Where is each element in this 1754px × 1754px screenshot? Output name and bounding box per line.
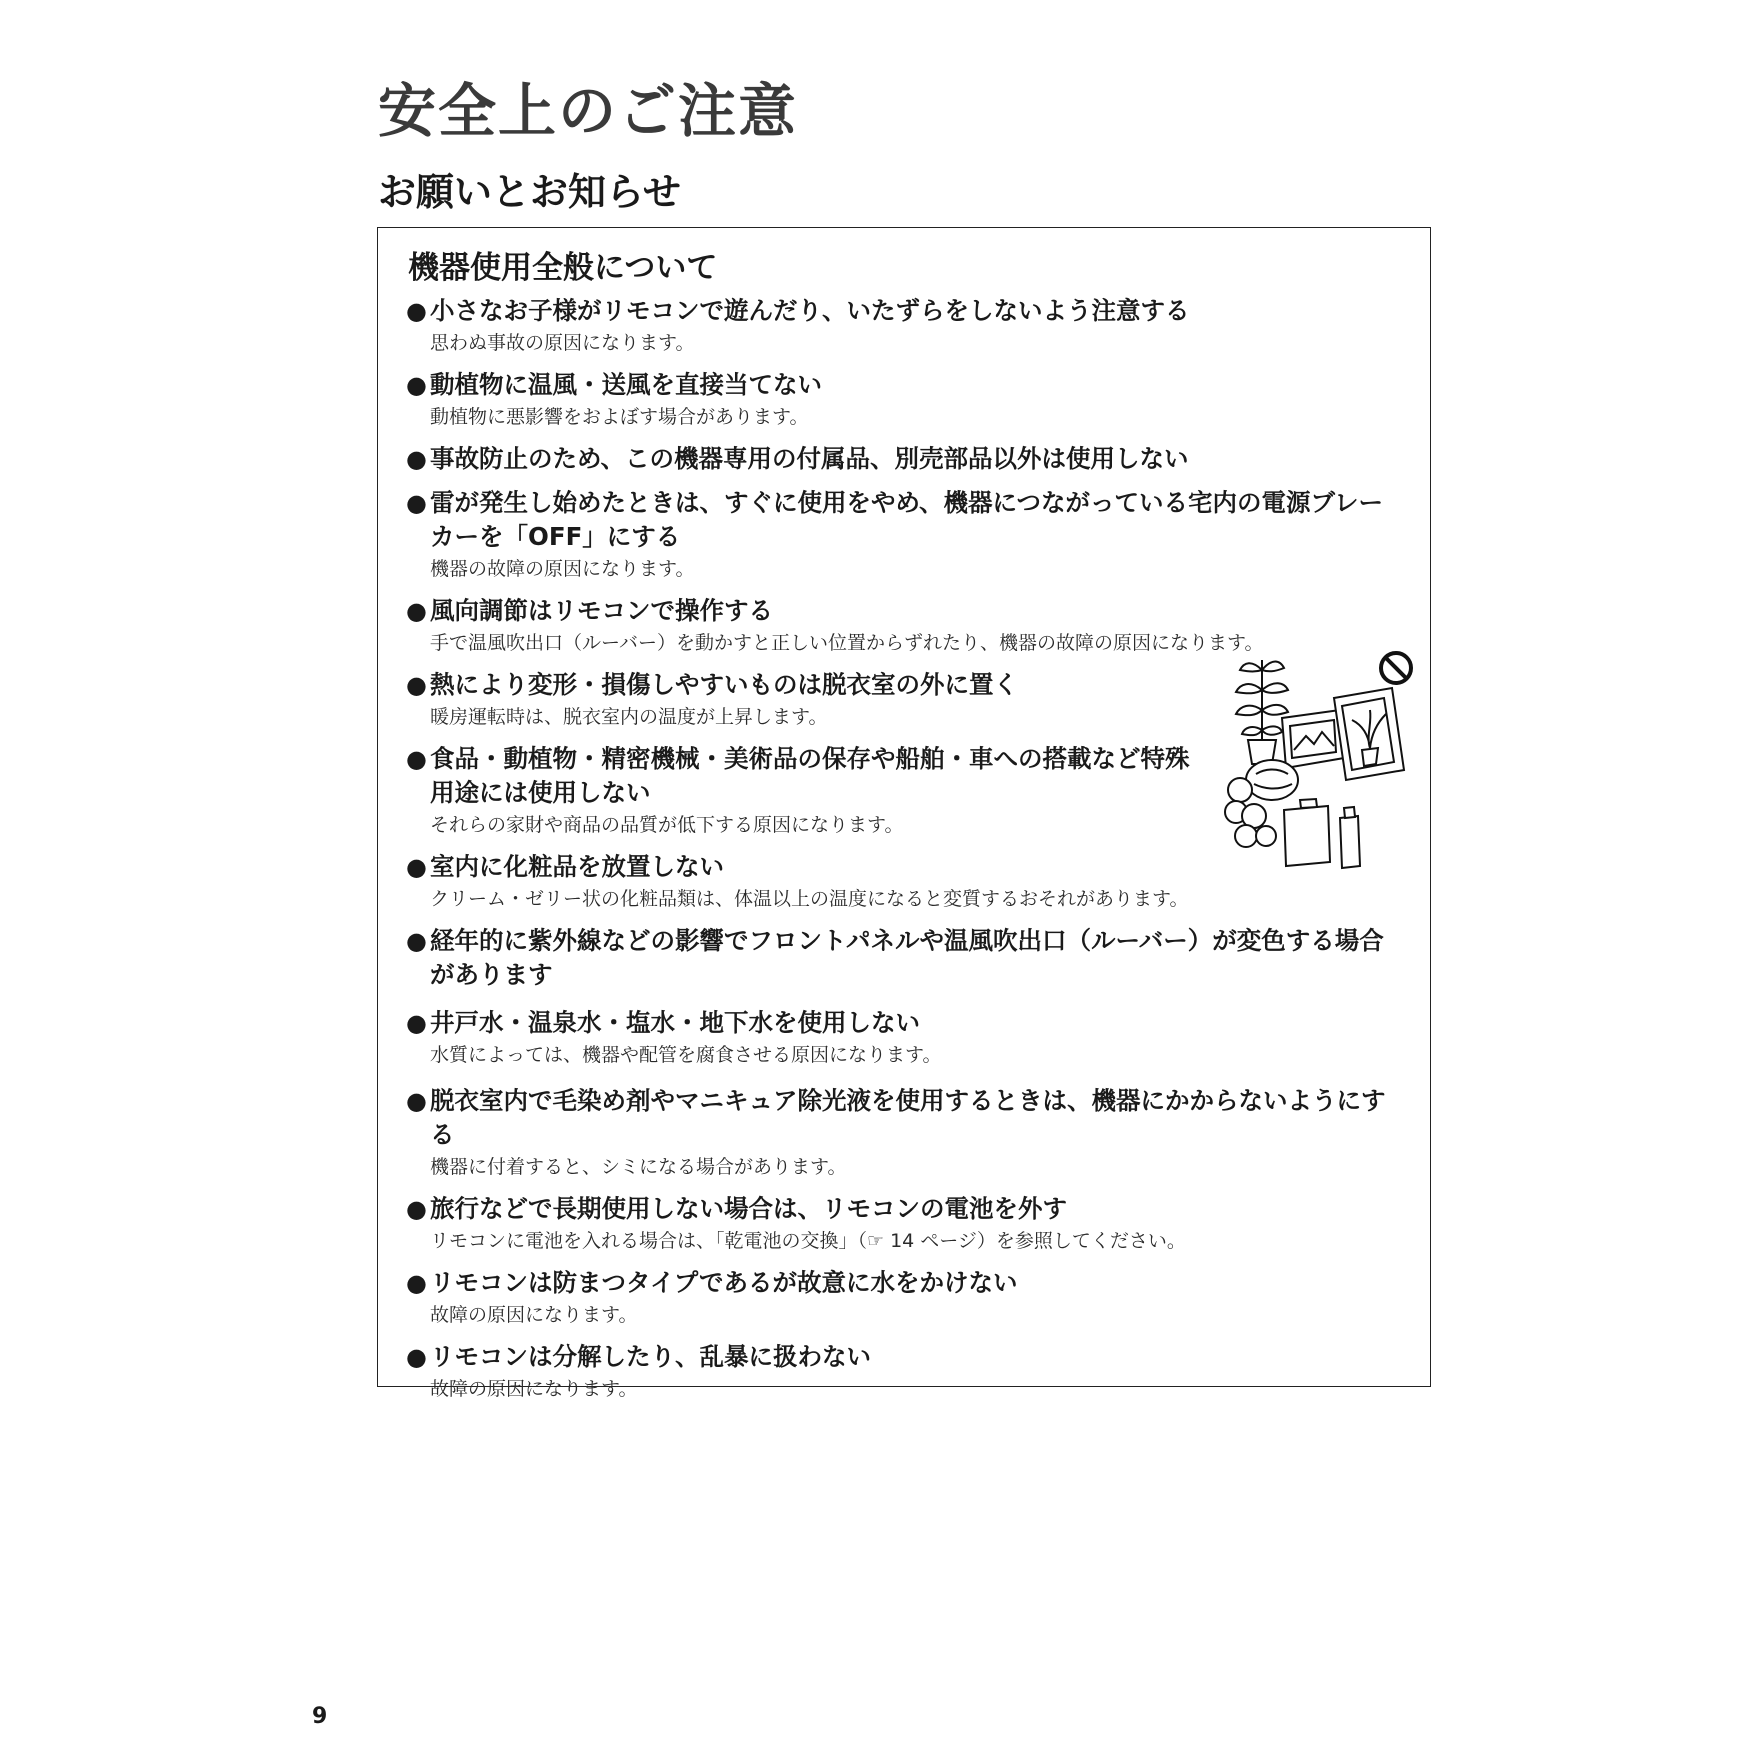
notice-item	[406, 368, 1406, 432]
notice-item	[406, 1006, 1406, 1070]
bottles-icon	[1284, 799, 1360, 868]
notice-heading: 事故防止のため、この機器専用の付属品、別売部品以外は使用しない	[430, 444, 1189, 473]
notice-detail: それらの家財や商品の品質が低下する原因になります。	[430, 814, 904, 836]
bullet-icon: ●	[406, 1009, 427, 1037]
notice-detail: 水質によっては、機器や配管を腐食させる原因になります。	[430, 1044, 942, 1066]
notice-detail: 故障の原因になります。	[430, 1378, 638, 1400]
notice-heading: 旅行などで長期使用しない場合は、リモコンの電池を外す	[430, 1194, 1067, 1223]
potted-plant-icon	[1236, 660, 1288, 764]
notice-detail: 機器の故障の原因になります。	[430, 558, 695, 580]
notice-detail: リモコンに電池を入れる場合は、「乾電池の交換」（☞ 14 ページ）を参照してください。	[430, 1230, 1186, 1252]
notice-heading: 雷が発生し始めたときは、すぐに使用をやめ、機器につながっている宅内の電源ブレーカーを「OFF」にする	[430, 488, 1384, 551]
bullet-icon: ●	[406, 489, 427, 517]
picture-frame-icon	[1282, 688, 1404, 780]
notice-heading: リモコンは防まつタイプであるが故意に水をかけない	[430, 1268, 1018, 1297]
notice-item	[406, 924, 1406, 992]
page-number: 9	[312, 1704, 328, 1729]
notice-heading: 動植物に温風・送風を直接当てない	[430, 370, 822, 399]
page-subtitle: お願いとお知らせ	[378, 170, 681, 214]
notice-item	[406, 294, 1406, 358]
notice-detail: 暖房運転時は、脱衣室内の温度が上昇します。	[430, 706, 828, 728]
notice-detail: クリーム・ゼリー状の化粧品類は、体温以上の温度になると変質するおそれがあります。	[430, 888, 1189, 910]
notice-heading: 小さなお子様がリモコンで遊んだり、いたずらをしないよう注意する	[430, 296, 1190, 325]
notice-heading: 熱により変形・損傷しやすいものは脱衣室の外に置く	[430, 670, 1018, 699]
bullet-icon: ●	[406, 297, 427, 325]
bullet-icon: ●	[406, 445, 427, 473]
notice-item	[406, 1340, 1406, 1404]
notice-item	[406, 1266, 1406, 1330]
notice-heading: 井戸水・温泉水・塩水・地下水を使用しない	[430, 1008, 920, 1037]
prohibition-icon	[1381, 653, 1411, 683]
bullet-icon: ●	[406, 671, 427, 699]
notice-heading: 風向調節はリモコンで操作する	[430, 596, 773, 625]
notice-detail: 手で温風吹出口（ルーバー）を動かすと正しい位置からずれたり、機器の故障の原因になります。	[430, 632, 1264, 654]
bullet-icon: ●	[406, 1343, 427, 1371]
notice-heading: リモコンは分解したり、乱暴に扱わない	[430, 1342, 871, 1371]
notice-item	[406, 442, 1406, 476]
notice-item	[406, 1084, 1406, 1182]
bullet-icon: ●	[406, 1269, 427, 1297]
notice-detail: 機器に付着すると、シミになる場合があります。	[430, 1156, 847, 1178]
bullet-icon: ●	[406, 853, 427, 881]
notice-item	[406, 1192, 1406, 1256]
bullet-icon: ●	[406, 371, 427, 399]
notice-heading: 経年的に紫外線などの影響でフロントパネルや温風吹出口（ルーバー）が変色する場合があります	[430, 926, 1384, 989]
notice-heading: 室内に化粧品を放置しない	[430, 852, 724, 881]
bullet-icon: ●	[406, 1195, 427, 1223]
notice-heading: 食品・動植物・精密機械・美術品の保存や船舶・車への搭載など特殊用途には使用しない	[430, 744, 1190, 807]
page-title: 安全上のご注意	[378, 77, 799, 145]
notice-detail: 動植物に悪影響をおよぼす場合があります。	[430, 406, 809, 428]
notice-item	[406, 486, 1406, 584]
prohibited-items-illustration-icon	[1222, 640, 1428, 872]
notice-detail: 故障の原因になります。	[430, 1304, 638, 1326]
bullet-icon: ●	[406, 1087, 427, 1115]
bullet-icon: ●	[406, 927, 427, 955]
notice-heading: 脱衣室内で毛染め剤やマニキュア除光液を使用するときは、機器にかからないようにする	[430, 1086, 1386, 1149]
section-heading: 機器使用全般について	[408, 250, 718, 286]
bullet-icon: ●	[406, 745, 427, 773]
bullet-icon: ●	[406, 597, 427, 625]
notice-detail: 思わぬ事故の原因になります。	[430, 332, 695, 354]
